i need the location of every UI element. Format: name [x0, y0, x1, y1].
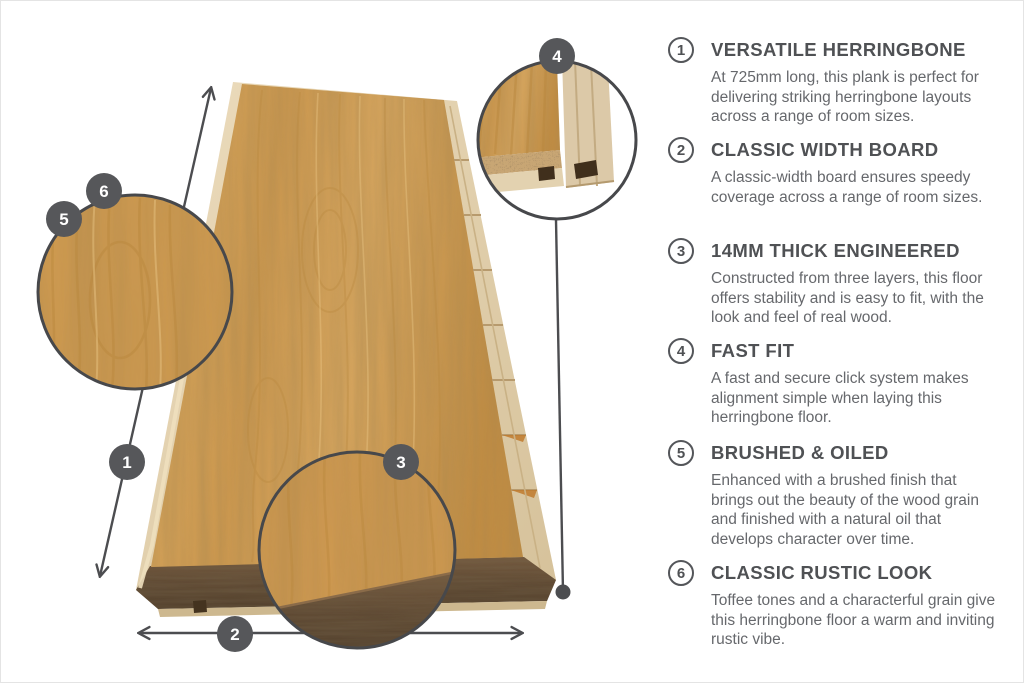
- feature-title: CLASSIC RUSTIC LOOK: [711, 562, 933, 583]
- badge-2: [217, 616, 253, 652]
- feature-number-circle: 2: [668, 137, 694, 163]
- badge-3: [383, 444, 419, 480]
- feature-item-classic-rustic-look: [668, 560, 1003, 650]
- feature-title: FAST FIT: [711, 340, 795, 361]
- feature-list: [668, 0, 1008, 683]
- fastfit-pointer-line: [556, 220, 571, 600]
- svg-text:4: 4: [552, 47, 562, 66]
- feature-item-brushed-oiled: [668, 440, 1003, 549]
- svg-text:5: 5: [59, 210, 69, 229]
- feature-description: A classic-width board ensures speedy coverage across a range of room sizes.: [711, 169, 983, 206]
- feature-title: 14MM THICK ENGINEERED: [711, 240, 960, 261]
- badge-6: [86, 173, 122, 209]
- feature-item-classic-width-board: [668, 137, 1003, 207]
- feature-item-versatile-herringbone: [668, 37, 1003, 127]
- svg-text:3: 3: [396, 453, 406, 472]
- svg-text:2: 2: [230, 625, 240, 644]
- svg-text:1: 1: [122, 453, 132, 472]
- badge-1: [109, 444, 145, 480]
- callout-circle-fastfit: [468, 56, 636, 219]
- feature-number-circle: 5: [668, 440, 694, 466]
- feature-item-14mm-thick-engineered: [668, 238, 1003, 328]
- feature-description: A fast and secure click system makes alignment simple when laying this herringbone floor.: [711, 370, 969, 426]
- feature-description: Enhanced with a brushed finish that brings out the beauty of the wood grain and finished with a natural oil that develops character over time.: [711, 472, 979, 548]
- feature-number-circle: 6: [668, 560, 694, 586]
- badge-5: [46, 201, 82, 237]
- feature-description: Toffee tones and a characterful grain give this herringbone floor a warm and inviting rustic vibe.: [711, 592, 996, 648]
- feature-number-circle: 1: [668, 37, 694, 63]
- callout-circle-thickness: [257, 450, 457, 652]
- feature-title: CLASSIC WIDTH BOARD: [711, 139, 939, 160]
- svg-text:6: 6: [99, 182, 109, 201]
- feature-number-circle: 3: [668, 238, 694, 264]
- feature-number-circle: 4: [668, 338, 694, 364]
- feature-description: At 725mm long, this plank is perfect for delivering striking herringbone layouts across a range of room sizes.: [711, 69, 979, 125]
- feature-title: VERSATILE HERRINGBONE: [711, 39, 966, 60]
- badge-4: [539, 38, 575, 74]
- feature-title: BRUSHED & OILED: [711, 442, 889, 463]
- feature-item-fast-fit: [668, 338, 1003, 428]
- feature-description: Constructed from three layers, this floor offers stability and is easy to fit, with the look and feel of real wood.: [711, 270, 984, 326]
